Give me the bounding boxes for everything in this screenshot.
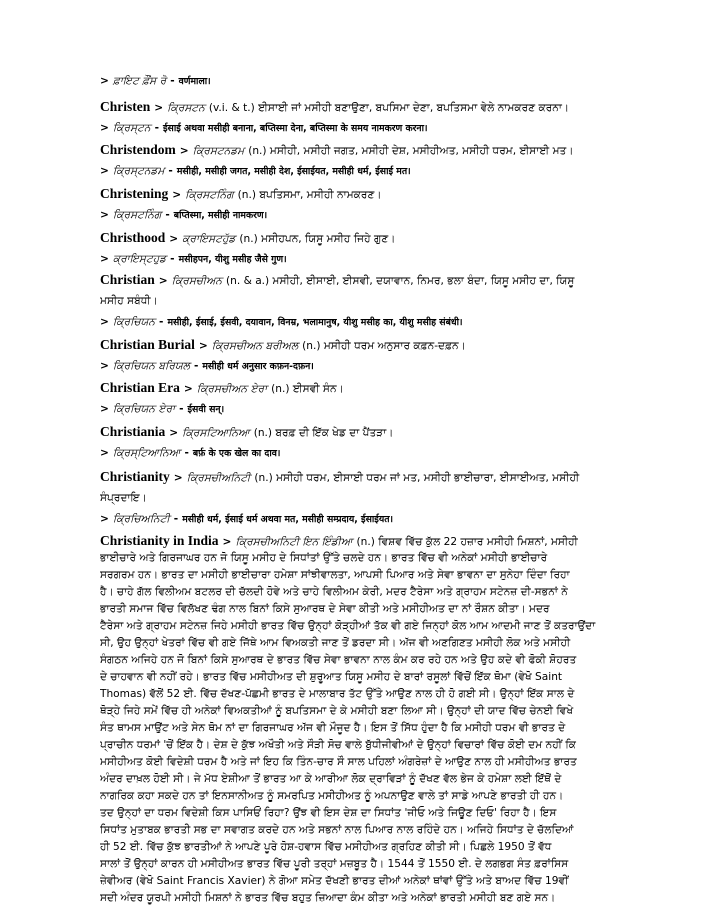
hindi-definition: मसीही, ईसाई, ईसवी, दयावान, विनम्र, भलामानुष, यीशु मसीह का, यीशु मसीह संबंधी। xyxy=(167,317,463,328)
pronunciation: ਕ੍ਰਿਸਚੀਅਨਿਟੀ xyxy=(186,472,251,484)
headword: Christianity in India xyxy=(100,534,219,548)
headword: Christianity xyxy=(100,470,170,484)
pronunciation: ਕ੍ਰਿਸਚੀਅਨ ਬਰੀਅਲ xyxy=(211,340,299,352)
arrow-marker: > xyxy=(100,253,109,265)
pronunciation: ਕ੍ਰਿਸਚੀਅਨ xyxy=(171,275,222,287)
entry-line-christianity-in-india xyxy=(100,738,614,752)
punjabi-definition: ਥੋੜ੍ਹੇ ਜਿਹੇ ਸਮੇਂ ਵਿੱਚ ਹੀ ਅਨੇਕਾਂ ਵਿਅਕਤੀਆਂ ਨੂੰ ਬਪਤਿਸਮਾ ਦੇ ਕੇ ਮਸੀਹੀ ਬਣਾ ਲਿਆ ਸੀ। ਉਨ੍ਹਾਂ ਦੀ ਯਾਦ ਵਿੱਚ ਚੇਨਈ ਵਿਖੇ xyxy=(100,705,574,717)
punjabi-definition: ਪ੍ਰਾਚੀਨ ਧਰਮਾਂ 'ਚੋਂ ਇੱਕ ਹੈ। ਦੇਸ਼ ਦੇ ਕੁੱਝ ਅਖੌਤੀ ਅਤੇ ਸੌੜੀ ਸੋਚ ਵਾਲੇ ਬੁੱਧੀਜੀਵੀਆਂ ਦੇ ਉਨ੍ਹਾਂ ਵਿਚਾਰਾਂ ਵਿੱਚ ਕੋਈ ਦਮ ਨਹੀਂ ਕਿ xyxy=(100,739,576,751)
entry-line-christianity-in-india xyxy=(100,534,614,549)
pronunciation: ਕ੍ਰਾਇਸ੍ਟਹੁਡ xyxy=(112,253,167,265)
pronunciation: ਕ੍ਰਿਚਿਯਨ xyxy=(112,316,156,328)
hindi-definition: बर्फ़ के एक खेल का दाव। xyxy=(192,448,281,459)
entry-line-christianity-in-india xyxy=(100,551,614,565)
hindi-definition: मसीही धर्म अनुसार कफ़न-दफ़न। xyxy=(202,361,314,372)
entry-line-christian-burial xyxy=(100,359,614,374)
entry-line-christening xyxy=(100,208,614,223)
arrow-marker: > xyxy=(100,403,109,415)
pronunciation: ਕ੍ਰਿਸ੍ਟਿਆਨਿਆ xyxy=(112,447,181,459)
entry-line-christianity-in-india xyxy=(100,840,614,854)
headword: Christening xyxy=(100,187,169,201)
punjabi-definition: ਅੰਦਰ ਦਾਖ਼ਲ ਹੋਈ ਸੀ। ਜੇ ਮੱਧ ਏਸ਼ੀਆ ਤੋਂ ਭਾਰਤ ਆ ਕੇ ਆਰੀਆ ਲੋਕ ਦ੍ਰਾਵਿੜਾਂ ਨੂੰ ਦੱਖਣ ਵੱਲ ਭੇਜ ਕੇ ਹਮੇਸ਼ਾ ਲਈ ਇੱਥੋਂ ਦੇ xyxy=(100,773,562,785)
pronunciation: ਕ੍ਰਿਸਟਨਿੰਗ xyxy=(112,209,162,221)
arrow-marker: > xyxy=(198,340,208,352)
entry-line-christian-era xyxy=(100,381,614,396)
pronunciation: ਕ੍ਰਿਸਟਨਿੰਗ xyxy=(185,189,234,201)
entry-line-christen xyxy=(100,100,614,115)
punjabi-definition: (n. & a.) ਮਸੀਹੀ, ਈਸਾਈ, ਈਸਵੀ, ਦਯਾਵਾਨ, ਨਿਮਰ, ਭਲਾ ਬੰਦਾ, ਯਿਸੂ ਮਸੀਹ ਦਾ, ਯਿਸੂ xyxy=(225,275,575,287)
punjabi-definition: ਸੰਗਠਨ ਅਜਿਹੇ ਹਨ ਜੋ ਬਿਨਾਂ ਕਿਸੇ ਸੁਆਰਥ ਦੇ ਭਾਰਤ ਵਿੱਚ ਸੇਵਾ ਭਾਵਨਾ ਨਾਲ ਕੰਮ ਕਰ ਰਹੇ ਹਨ ਅਤੇ ਉਹ ਕਦੇ ਵੀ ਫੋਕੀ ਸ਼ੋਹਰਤ xyxy=(100,654,577,666)
hindi-definition: बप्तिस्मा, मसीही नामकरण। xyxy=(173,210,268,221)
entry-line-christianity-in-india xyxy=(100,704,614,718)
arrow-marker: > xyxy=(169,233,179,245)
arrow-marker: > xyxy=(100,209,109,221)
pronunciation: ਕ੍ਰਿਸਚੀਅਨ ਏਰਾ xyxy=(196,383,268,395)
punjabi-definition: ਸਰਗਰਮ ਹਨ। ਭਾਰਤ ਦਾ ਮਸੀਹੀ ਭਾਈਚਾਰਾ ਹਮੇਸ਼ਾ ਸਾਂਝੀਵਾਲਤਾ, ਆਪਸੀ ਪਿਆਰ ਅਤੇ ਸੇਵਾ ਭਾਵਨਾ ਦਾ ਸੁਨੇਹਾ ਦਿੰਦਾ ਰਿਹਾ xyxy=(100,569,570,581)
arrow-marker: > xyxy=(100,447,109,459)
punjabi-definition: ਹੈ। ਚਾਹੇ ਗੱਲ ਵਿਲੀਅਮ ਬਟਲਰ ਦੀ ਚੱਲਦੀ ਹੋਵੇ ਅਤੇ ਚਾਹੇ ਵਿਲੀਅਮ ਕੇਰੀ, ਮਦਰ ਟੈਰੇਸਾ ਅਤੇ ਗ੍ਰਾਹਮ ਸਟੇਨਜ਼ ਦੀ-ਸਭਨਾਂ ਨੇ xyxy=(100,586,568,598)
entry-line-christianity-in-india xyxy=(100,874,614,888)
entry-line-christian-era xyxy=(100,402,614,417)
punjabi-definition: ਭਾਈਚਾਰੇ ਅਤੇ ਗਿਰਜਾਘਰ ਹਨ ਜੋ ਯਿਸੂ ਮਸੀਹ ਦੇ ਸਿਧਾਂਤਾਂ ਉੱਤੇ ਚਲਦੇ ਹਨ। ਭਾਰਤ ਵਿੱਚ ਵੀ ਅਨੇਕਾਂ ਮਸੀਹੀ ਭਾਈਚਾਰੇ xyxy=(100,552,548,564)
arrow-marker: > xyxy=(100,316,109,328)
entry-line-christianity-in-india xyxy=(100,653,614,667)
hindi-definition: ईसवी सन्। xyxy=(187,404,225,415)
arrow-marker: > xyxy=(100,360,109,372)
arrow-marker: > xyxy=(154,102,164,114)
arrow-marker: > xyxy=(183,383,193,395)
entry-line-christianity-in-india xyxy=(100,687,614,701)
punjabi-definition: ਦੇ ਚਾਹਵਾਨ ਵੀ ਨਹੀਂ ਰਹੇ। ਭਾਰਤ ਵਿੱਚ ਮਸੀਹੀਅਤ ਦੀ ਸ਼ੁਰੂਆਤ ਯਿਸੂ ਮਸੀਹ ਦੇ ਬਾਰਾਂ ਰਸੂਲਾਂ ਵਿੱਚੋਂ ਇੱਕ ਥੋਮਾ (ਵੇਖੋ Saint xyxy=(100,671,563,683)
punjabi-definition: (n.) ਵਿਸ਼ਵ ਵਿੱਚ ਕੁੱਲ 22 ਹਜ਼ਾਰ ਮਸੀਹੀ ਮਿਸ਼ਨਾਂ, ਮਸੀਹੀ xyxy=(356,536,578,548)
entry-line-christian xyxy=(100,294,614,308)
headword: Christendom xyxy=(100,143,176,157)
headword: Christian xyxy=(100,273,155,287)
headword: Christen xyxy=(100,100,151,114)
pronunciation: ਕ੍ਰਾਇਸਟਹੁੱਡ xyxy=(182,233,236,245)
punjabi-definition: ਸੰਤ ਥਾਮਸ ਮਾਉਂਟ ਅਤੇ ਸੇਨ ਥੋਮ ਨਾਂ ਦਾ ਗਿਰਜਾਘਰ ਅੱਜ ਵੀ ਮੌਜੂਦ ਹੈ। ਇਸ ਤੋਂ ਸਿੱਧ ਹੁੰਦਾ ਹੈ ਕਿ ਮਸੀਹੀ ਧਰਮ ਵੀ ਭਾਰਤ ਦੇ xyxy=(100,722,566,734)
punjabi-definition: ਟੈਰੇਸਾ ਅਤੇ ਗ੍ਰਾਹਮ ਸਟੇਨਜ਼ ਜਿਹੇ ਮਸੀਹੀ ਭਾਰਤ ਵਿੱਚ ਉਨ੍ਹਾਂ ਕੋੜ੍ਹੀਆਂ ਤੱਕ ਵੀ ਗਏ ਜਿਨ੍ਹਾਂ ਕੋਲ ਆਮ ਆਦਮੀ ਜਾਣ ਤੋਂ ਕਤਰਾਉਂਦਾ xyxy=(100,620,596,632)
pronunciation: ਕ੍ਰਿਸ੍ਟਨਡਮ xyxy=(112,165,165,177)
punjabi-definition: ਹੀ 52 ਈ. ਵਿੱਚ ਕੁੱਝ ਭਾਰਤੀਆਂ ਨੇ ਆਪਣੇ ਪੂਰੇ ਹੋਸ਼-ਹਵਾਸ ਵਿੱਚ ਮਸੀਹੀਅਤ ਗ੍ਰਹਿਣ ਕੀਤੀ ਸੀ। ਪਿਛਲੇ 1950 ਤੋਂ ਵੱਧ xyxy=(100,841,552,853)
hindi-definition: मसीही, मसीही जगत, मसीही देश, ईसाईयत, मसीही धर्म, ईसाई मत। xyxy=(176,166,411,177)
dash: - xyxy=(159,316,164,328)
entry-line-christianity-in-india xyxy=(100,755,614,769)
arrow-marker: > xyxy=(100,75,109,87)
hindi-definition: मसीहपन, यीशु मसीह जैसे गुण। xyxy=(178,254,287,265)
entry-line-christianity xyxy=(100,491,614,505)
arrow-marker: > xyxy=(179,145,189,157)
punjabi-definition: (n.) ਬਰਫ਼ ਦੀ ਇੱਕ ਖੇਡ ਦਾ ਪੈਂਤੜਾ। xyxy=(253,427,394,439)
entry-line-christening xyxy=(100,187,614,202)
entry-line-christian xyxy=(100,273,614,288)
dash: - xyxy=(154,122,159,134)
entry-line-christianity-in-india xyxy=(100,585,614,599)
punjabi-definition: ਤਦ ਉਨ੍ਹਾਂ ਦਾ ਧਰਮ ਵਿਦੇਸ਼ੀ ਕਿਸ ਪਾਸਿਓਂ ਰਿਹਾ? ਉਂਝ ਵੀ ਇਸ ਦੇਸ਼ ਦਾ ਸਿਧਾਂਤ 'ਜੀਓ ਅਤੇ ਜਿਊਣ ਦਿਓ' ਰਿਹਾ ਹੈ। ਇਸ xyxy=(100,807,557,819)
entry-line-christian-burial xyxy=(100,338,614,353)
entry-line-christianity-in-india xyxy=(100,721,614,735)
punjabi-definition: ਮਸੀਹੀਅਤ ਕੋਈ ਵਿਦੇਸ਼ੀ ਧਰਮ ਹੈ ਅਤੇ ਜਾਂ ਇਹ ਕਿ ਤਿੰਨ-ਚਾਰ ਸੌ ਸਾਲ ਪਹਿਲਾਂ ਅੰਗਰੇਜ਼ਾਂ ਦੇ ਆਉਣ ਨਾਲ ਹੀ ਮਸੀਹੀਅਤ ਭਾਰਤ xyxy=(100,756,577,768)
headword: Christian Era xyxy=(100,381,180,395)
punjabi-definition: (n.) ਮਸੀਹਪਨ, ਯਿਸੂ ਮਸੀਹ ਜਿਹੇ ਗੁਣ। xyxy=(239,233,396,245)
arrow-marker: > xyxy=(169,427,179,439)
entry-line-christianity xyxy=(100,512,614,527)
punjabi-definition: (n.) ਮਸੀਹੀ, ਮਸੀਹੀ ਜਗਤ, ਮਸੀਹੀ ਦੇਸ਼, ਮਸੀਹੀਅਤ, ਮਸੀਹੀ ਧਰਮ, ਈਸਾਈ ਮਤ। xyxy=(248,145,574,157)
punjabi-definition: (v.i. & t.) ਈਸਾਈ ਜਾਂ ਮਸੀਹੀ ਬਣਾਉਣਾ, ਬਪਸਿਮਾ ਦੇਣਾ, ਬਪਤਿਸਮਾ ਵੇਲੇ ਨਾਮਕਰਣ ਕਰਨਾ। xyxy=(208,102,570,114)
dash: - xyxy=(173,513,179,525)
entry-line-christianity-in-india xyxy=(100,823,614,837)
entry-line-christhood xyxy=(100,231,614,246)
punjabi-definition: ਜ਼ੇਵੀਅਰ (ਵੇਖੋ Saint Francis Xavier) ਨੇ ਗੋਆ ਸਮੇਤ ਦੱਖਣੀ ਭਾਰਤ ਦੀਆਂ ਅਨੇਕਾਂ ਥਾਂਵਾਂ ਉੱਤੇ ਅਤੇ ਬਾਅਦ ਵਿੱਚ 19ਵੀਂ xyxy=(100,875,569,887)
punjabi-definition: (n.) ਮਸੀਹੀ ਧਰਮ, ਈਸਾਈ ਧਰਮ ਜਾਂ ਮਤ, ਮਸੀਹੀ ਭਾਈਚਾਰਾ, ਈਸਾਈਅਤ, ਮਸੀਹੀ xyxy=(254,472,580,484)
punjabi-definition: Thomas) ਵੱਲੋਂ 52 ਈ. ਵਿੱਚ ਦੱਖਣ-ਪੱਛਮੀ ਭਾਰਤ ਦੇ ਮਾਲਾਬਾਰ ਤੱਟ ਉੱਤੇ ਆਉਣ ਨਾਲ ਹੀ ਹੋ ਗਈ ਸੀ। ਉਨ੍ਹਾਂ ਇੱਕ ਸਾਲ ਦੇ xyxy=(100,688,575,700)
headword: Christian Burial xyxy=(100,338,195,352)
punjabi-definition: ਨਾਗਰਿਕ ਕਹਾ ਸਕਦੇ ਹਨ ਤਾਂ ਇਨਸਾਨੀਅਤ ਨੂੰ ਸਮਰਪਿਤ ਮਸੀਹੀਅਤ ਨੂੰ ਅਪਨਾਉਣ ਵਾਲੇ ਤਾਂ ਸਾਡੇ ਆਪਣੇ ਭਾਰਤੀ ਹੀ ਹਨ। xyxy=(100,790,564,802)
entry-line-christiania xyxy=(100,425,614,440)
pronunciation: ਕ੍ਰਿਚਿਯਨ ਏਰਾ xyxy=(112,403,176,415)
pronunciation: ਕ੍ਰਿਸਟਨਡਮ xyxy=(192,145,245,157)
dash: - xyxy=(170,253,175,265)
arrow-marker: > xyxy=(222,536,232,548)
punjabi-definition: (n.) ਮਸੀਹੀ ਧਰਮ ਅਨੁਸਾਰ ਕਫ਼ਨ-ਦਫ਼ਨ। xyxy=(302,340,466,352)
dash: - xyxy=(165,209,170,221)
punjabi-definition: ਭਾਰਤੀ ਸਮਾਜ ਵਿੱਚ ਵਿਲੱਖਣ ਢੰਗ ਨਾਲ ਬਿਨਾਂ ਕਿਸੇ ਸੁਆਰਥ ਦੇ ਸੇਵਾ ਕੀਤੀ ਅਤੇ ਮਸੀਹੀਅਤ ਦਾ ਨਾਂ ਰੌਸ਼ਨ ਕੀਤਾ। ਮਦਰ xyxy=(100,603,550,615)
punjabi-definition: ਸਾਲਾਂ ਤੋਂ ਉਨ੍ਹਾਂ ਕਾਰਨ ਹੀ ਮਸੀਹੀਅਤ ਭਾਰਤ ਵਿੱਚ ਪੂਰੀ ਤਰ੍ਹਾਂ ਮਜ਼ਬੂਤ ਹੈ। 1544 ਤੋਂ 1550 ਈ. ਦੇ ਲਗਭਗ ਸੰਤ ਫ਼ਰਾਂਸਿਸ xyxy=(100,858,569,870)
entry-line-christendom xyxy=(100,143,614,158)
entry-line-christhood xyxy=(100,252,614,267)
entry-line-christianity-in-india xyxy=(100,789,614,803)
entry-line-christianity-in-india xyxy=(100,857,614,871)
pronunciation: ਕ੍ਰਿਸਟਨ xyxy=(167,102,205,114)
punjabi-definition: (n.) ਬਪਤਿਸਮਾ, ਮਸੀਹੀ ਨਾਮਕਰਣ। xyxy=(237,189,382,201)
headword: Christhood xyxy=(100,231,166,245)
dash: - xyxy=(184,447,189,459)
hindi-definition: ईसाई अथवा मसीही बनाना, बप्तिस्मा देना, बप्तिस्मा के समय नामकरण करना। xyxy=(162,123,428,134)
pronunciation: ਫ਼ਾਇਟ ਫ਼ੌਂਸ ਰੋ xyxy=(112,75,167,87)
punjabi-definition: ਮਸੀਹ ਸਬੰਧੀ। xyxy=(100,295,158,307)
pronunciation: ਕ੍ਰਿਚਿਅਨਿਟੀ xyxy=(112,513,170,525)
dash: - xyxy=(179,403,184,415)
arrow-marker: > xyxy=(158,275,168,287)
entry-line-christianity-in-india xyxy=(100,619,614,633)
pronunciation: ਕ੍ਰਿਸਟਿਆਨਿਆ xyxy=(182,427,250,439)
arrow-marker: > xyxy=(100,165,109,177)
entry-line-christiania xyxy=(100,446,614,461)
entry-line-cont xyxy=(100,74,614,89)
dash: - xyxy=(170,75,175,87)
entry-line-christendom xyxy=(100,164,614,179)
entry-line-christianity-in-india xyxy=(100,602,614,616)
hindi-definition: वर्णमाला। xyxy=(178,76,211,87)
entry-line-christian xyxy=(100,315,614,330)
dash: - xyxy=(193,360,199,372)
entry-line-christianity-in-india xyxy=(100,806,614,820)
entry-line-christianity-in-india xyxy=(100,670,614,684)
arrow-marker: > xyxy=(172,189,182,201)
punjabi-definition: ਸੰਪ੍ਰਦਾਇ। xyxy=(100,492,147,504)
hindi-definition: मसीही धर्म, ईसाई धर्म अथवा मत, मसीही सम्प्रदाय, ईसाईयत। xyxy=(182,514,394,525)
entry-line-christianity-in-india xyxy=(100,891,614,905)
punjabi-definition: ਸਦੀ ਅੰਦਰ ਯੂਰਪੀ ਮਸੀਹੀ ਮਿਸ਼ਨਾਂ ਨੇ ਭਾਰਤ ਵਿੱਚ ਬਹੁਤ ਜ਼ਿਆਦਾ ਕੰਮ ਕੀਤਾ ਅਤੇ ਅਨੇਕਾਂ ਭਾਰਤੀ ਮਸੀਹੀ ਬਣ ਗਏ ਸਨ। xyxy=(100,892,556,904)
arrow-marker: > xyxy=(173,472,183,484)
pronunciation: ਕ੍ਰਿਚਿਯਨ ਬਰਿਯਲ xyxy=(112,360,190,372)
punjabi-definition: (n.) ਈਸਵੀ ਸੰਨ। xyxy=(271,383,344,395)
headword: Christiania xyxy=(100,425,166,439)
entry-line-christen xyxy=(100,121,614,136)
pronunciation: ਕ੍ਰਿਸ੍ਟਨ xyxy=(112,122,151,134)
entry-line-christianity-in-india xyxy=(100,568,614,582)
entry-line-christianity xyxy=(100,470,614,485)
arrow-marker: > xyxy=(100,122,109,134)
punjabi-definition: ਸਿਧਾਂਤ ਮੁਤਾਬਕ ਭਾਰਤੀ ਸਭ ਦਾ ਸਵਾਗਤ ਕਰਦੇ ਹਨ ਅਤੇ ਸਭਨਾਂ ਨਾਲ ਪਿਆਰ ਨਾਲ ਰਹਿੰਦੇ ਹਨ। ਅਜਿਹੇ ਸਿਧਾਂਤ ਦੇ ਚੱਲਦਿਆਂ xyxy=(100,824,574,836)
dash: - xyxy=(168,165,173,177)
punjabi-definition: ਸੀ, ਉਹ ਉਨ੍ਹਾਂ ਖੇਤਰਾਂ ਵਿੱਚ ਵੀ ਗਏ ਜਿੱਥੇ ਆਮ ਵਿਅਕਤੀ ਜਾਣ ਤੋਂ ਡਰਦਾ ਸੀ। ਅੱਜ ਵੀ ਅਣਗਿਣਤ ਮਸੀਹੀ ਲੋਕ ਅਤੇ ਮਸੀਹੀ xyxy=(100,637,571,649)
entry-line-christianity-in-india xyxy=(100,636,614,650)
pronunciation: ਕ੍ਰਿਸਚੀਅਨਿਟੀ ਇਨ ਇੰਡੀਆ xyxy=(235,536,353,548)
entry-line-christianity-in-india xyxy=(100,772,614,786)
arrow-marker: > xyxy=(100,513,109,525)
